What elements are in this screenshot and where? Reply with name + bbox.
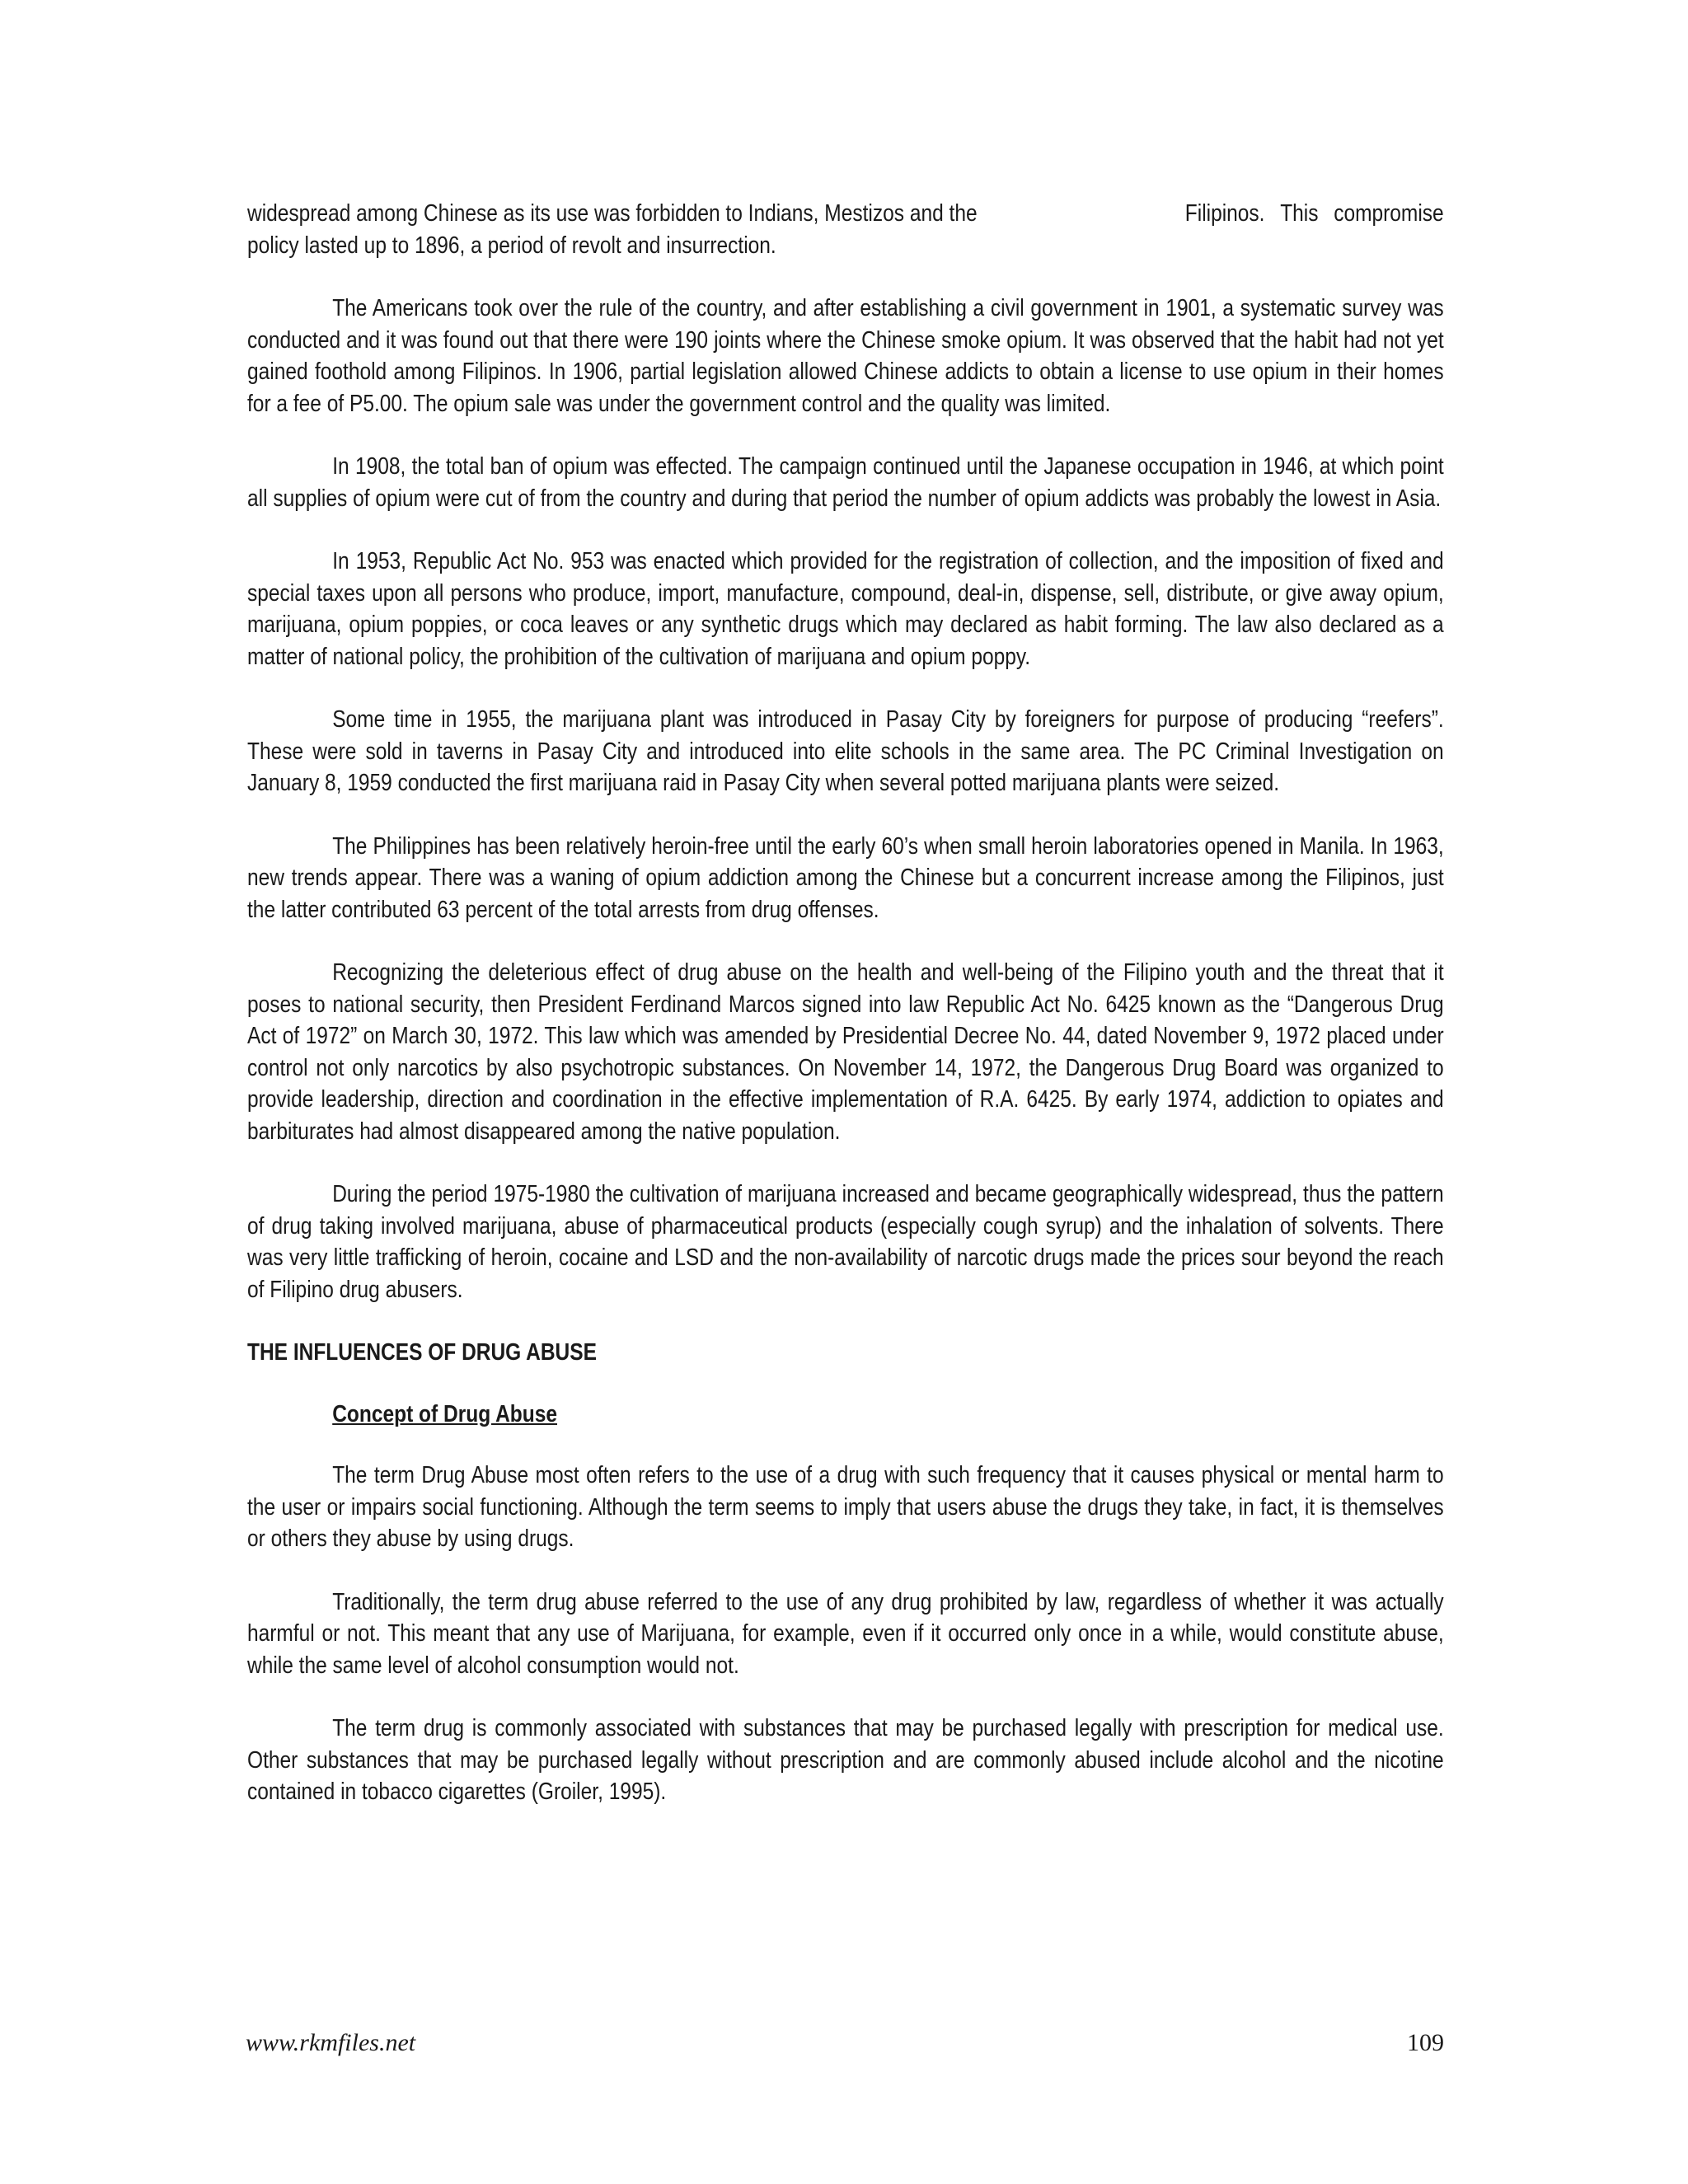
continuation-first-line: [247, 198, 1444, 230]
continuation-paragraph: [247, 198, 1444, 261]
paragraph: During the period 1975-1980 the cultivation of marijuana increased and became geographically widespread, thus the pattern of drug taking involved marijuana, abuse of pharmaceutical products (especially cough syrup) and the inhalation of solvents. There was very little trafficking of heroin, cocaine and LSD and the non-availability of narcotic drugs made the prices sour beyond the reach of Filipino drug abusers.: [247, 1181, 1444, 1303]
page-number: 109: [1407, 2029, 1444, 2056]
paragraph: Recognizing the deleterious effect of drug abuse on the health and well-being of the Filipino youth and the threat that it poses to national security, then President Ferdinand Marcos signed into law Republic Act No. 6425 known as the “Dangerous Drug Act of 1972” on March 30, 1972. This law which was amended by Presidential Decree No. 44, dated November 9, 1972 placed under control not only narcotics by also psychotropic substances. On November 14, 1972, the Dangerous Drug Board was organized to provide leadership, direction and coordination in the effective implementation of R.A. 6425. By early 1974, addiction to opiates and barbiturates had almost disappeared among the native population.: [247, 959, 1444, 1145]
paragraph: In 1908, the total ban of opium was effected. The campaign continued until the Japanese occupation in 1946, at which point all supplies of opium were cut of from the country and during that period the number of opium addicts was probably the lowest in Asia.: [247, 453, 1444, 512]
section-heading: THE INFLUENCES OF DRUG ABUSE: [247, 1339, 597, 1366]
paragraph: The Americans took over the rule of the country, and after establishing a civil government in 1901, a systematic survey was conducted and it was found out that there were 190 joints where the Chinese smoke opium. It was observed that the habit had not yet gained foothold among Filipinos. In 1906, partial legislation allowed Chinese addicts to obtain a license to use opium in their homes for a fee of P5.00. The opium sale was under the government control and the quality was limited.: [247, 295, 1444, 417]
continuation-line1-right: [1185, 198, 1444, 230]
paragraph: The Philippines has been relatively heroin-free until the early 60’s when small heroin laboratories opened in Manila. In 1963, new trends appear. There was a waning of opium addiction among the Chinese but a concurrent increase among the Filipinos, just the latter contributed 63 percent of the total arrests from drug offenses.: [247, 832, 1444, 923]
subsection-heading: Concept of Drug Abuse: [332, 1400, 557, 1427]
continuation-line2: policy lasted up to 1896, a period of revolt and insurrection.: [247, 232, 776, 259]
paragraph: Some time in 1955, the marijuana plant was introduced in Pasay City by foreigners for purpose of producing “reefers”. These were sold in taverns in Pasay City and introduced into elite schools in the same area. The PC Criminal Investigation on January 8, 1959 conducted the first marijuana raid in Pasay City when several potted marijuana plants were seized.: [247, 706, 1444, 796]
paragraph: In 1953, Republic Act No. 953 was enacted which provided for the registration of collection, and the imposition of fixed and special taxes upon all persons who produce, import, manufacture, compound, deal-in, dispense, sell, distribute, or give away opium, marijuana, opium poppies, or coca leaves or any synthetic drugs which may declared as habit forming. The law also declared as a matter of national policy, the prohibition of the cultivation of marijuana and opium poppy.: [247, 548, 1444, 670]
page-body: [247, 198, 1444, 1840]
continuation-word: Filipinos.: [1184, 200, 1265, 227]
paragraph: Traditionally, the term drug abuse referred to the use of any drug prohibited by law, regardless of whether it was actually harmful or not. This meant that any use of Marijuana, for example, even if it occurred only once in a while, would constitute abuse, while the same level of alcohol consumption would not.: [247, 1588, 1444, 1679]
footer-website: www.rkmfiles.net: [246, 2029, 416, 2056]
continuation-word: This: [1280, 200, 1319, 227]
continuation-word: compromise: [1334, 200, 1444, 227]
paragraph: The term drug is commonly associated with substances that may be purchased legally with prescription for medical use. Other substances that may be purchased legally without prescription and are commonly abused include alcohol and the nicotine contained in tobacco cigarettes (Groiler, 1995).: [247, 1715, 1444, 1805]
continuation-line1-left: widespread among Chinese as its use was forbidden to Indians, Mestizos and the: [247, 200, 978, 227]
paragraph: The term Drug Abuse most often refers to the use of a drug with such frequency that it causes physical or mental harm to the user or impairs social functioning. Although the term seems to imply that users abuse the drugs they take, in fact, it is themselves or others they abuse by using drugs.: [247, 1462, 1444, 1552]
